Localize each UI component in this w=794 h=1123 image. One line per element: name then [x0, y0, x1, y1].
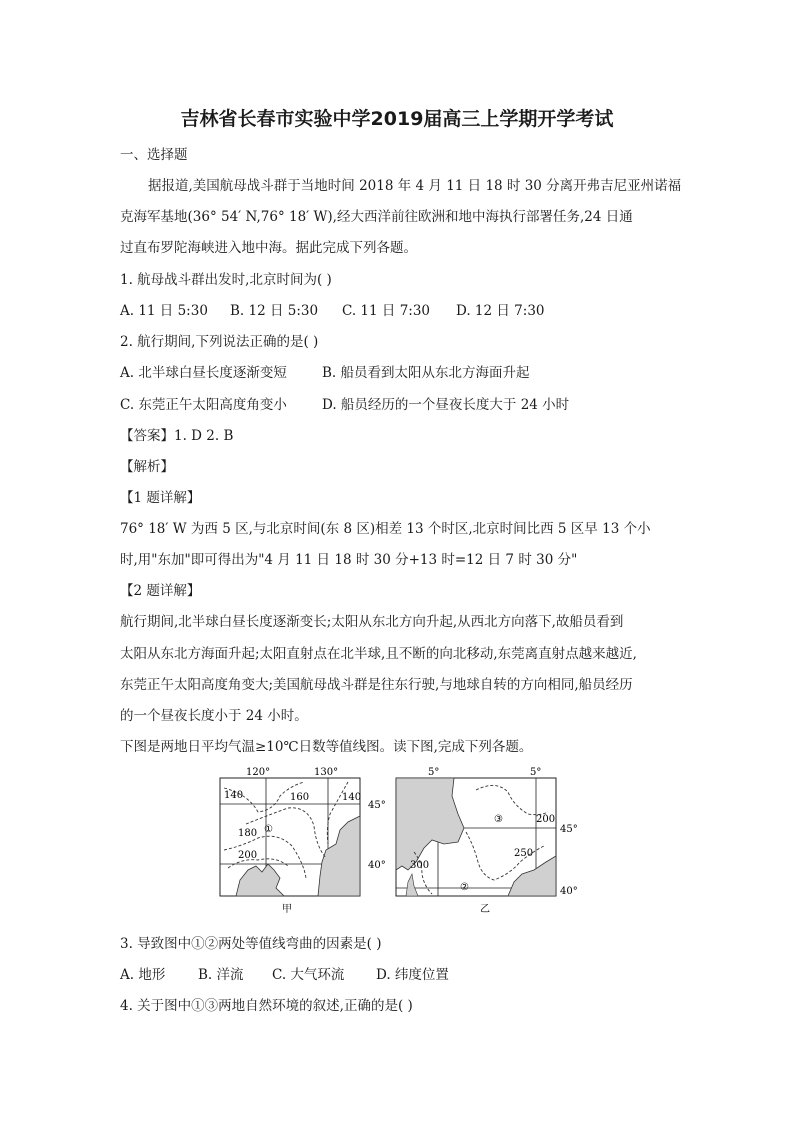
detail-2-line-3: 东莞正午太阳高度角变大;美国航母战斗群是往东行驶,与地球自转的方向相同,船员经历: [120, 677, 633, 693]
question-1-option-c: C. 11 日 7:30: [342, 303, 431, 319]
passage-line-2: 克海军基地(36° 54′ N,76° 18′ W),经大西洋前往欧洲和地中海执行部署任务,24 日通: [120, 209, 633, 225]
section-heading: 一、选择题: [120, 147, 188, 163]
question-3-option-c: C. 大气环流: [272, 967, 345, 983]
detail-2-heading: 【2 题详解】: [120, 583, 201, 599]
question-3-option-d: D. 纬度位置: [376, 967, 449, 983]
jia-contour-label-160: 160: [290, 792, 310, 803]
yi-lon-label-2: 5°: [530, 767, 542, 778]
question-3-stem: 3. 导致图中①②两处等值线弯曲的因素是( ): [120, 936, 382, 952]
jia-caption: 甲: [282, 904, 292, 915]
jia-lon-label-1: 120°: [246, 767, 271, 778]
detail-1-line-1: 76° 18′ W 为西 5 区,与北京时间(东 8 区)相差 13 个时区,北京时间比西 5 区早 13 个小: [120, 521, 651, 537]
jia-lat-label-1: 45°: [368, 800, 386, 811]
question-2-option-b: B. 船员看到太阳从东北方海面升起: [322, 365, 530, 381]
yi-lat-label-1: 45°: [560, 824, 578, 835]
contour-map-svg: [218, 766, 578, 918]
question-1-option-a: A. 11 日 5:30: [120, 303, 208, 319]
yi-lon-label-1: 5°: [428, 767, 440, 778]
question-2-options-row-2: [120, 396, 680, 414]
jia-marker-1: ①: [264, 824, 273, 835]
jia-contour-label-140b: 140: [342, 792, 362, 803]
question-2-stem: 2. 航行期间,下列说法正确的是( ): [120, 334, 319, 350]
page-title: 吉林省长春市实验中学2019届高三上学期开学考试: [180, 108, 614, 130]
yi-lat-label-2: 40°: [560, 886, 578, 897]
question-2-option-a: A. 北半球白昼长度逐渐变短: [120, 365, 287, 381]
yi-caption: 乙: [480, 904, 490, 915]
question-3-options: [120, 966, 680, 984]
detail-2-line-2: 太阳从东北方海面升起;太阳直射点在北半球,且不断的向北移动,东莞离直射点越来越近,: [120, 646, 637, 662]
jia-contour-label-200: 200: [238, 850, 258, 861]
question-1-option-d: D. 12 日 7:30: [456, 303, 545, 319]
yi-contour-label-200: 200: [536, 814, 556, 825]
detail-2-line-4: 的一个昼夜长度小于 24 小时。: [120, 708, 308, 724]
jia-lat-label-2: 40°: [368, 860, 386, 871]
question-3-option-b: B. 洋流: [198, 967, 244, 983]
detail-2-line-1: 航行期间,北半球白昼长度逐渐变长;太阳从东北方向升起,从西北方向落下,故船员看到: [120, 614, 624, 630]
question-2-options-row-1: [120, 364, 680, 382]
jia-contour-label-180: 180: [238, 828, 258, 839]
yi-contour-label-300: 300: [410, 860, 430, 871]
detail-1-heading: 【1 题详解】: [120, 490, 201, 506]
yi-marker-3: ③: [494, 814, 503, 825]
figure-intro: 下图是两地日平均气温≥10℃日数等值线图。读下图,完成下列各题。: [120, 739, 533, 755]
map-jia: [220, 767, 386, 915]
question-1-stem: 1. 航母战斗群出发时,北京时间为( ): [120, 272, 332, 288]
answer-line: 【答案】1. D 2. B: [120, 428, 234, 444]
question-3-option-a: A. 地形: [120, 967, 166, 983]
detail-1-line-2: 时,用"东加"即可得出为"4 月 11 日 18 时 30 分+13 时=12 日 7 时 30 分": [120, 552, 578, 568]
question-1-options: [120, 302, 680, 320]
question-2-option-d: D. 船员经历的一个昼夜长度大于 24 小时: [322, 397, 570, 413]
passage-line-1: 据报道,美国航母战斗群于当地时间 2018 年 4 月 11 日 18 时 30 分离开弗吉尼亚州诺福: [148, 178, 682, 194]
passage-line-3: 过直布罗陀海峡进入地中海。据此完成下列各题。: [120, 240, 417, 256]
jia-lon-label-2: 130°: [314, 767, 339, 778]
analysis-heading: 【解析】: [120, 459, 174, 475]
map-yi: [396, 767, 578, 915]
yi-marker-2: ②: [460, 882, 469, 893]
yi-contour-label-250: 250: [514, 848, 534, 859]
question-1-option-b: B. 12 日 5:30: [230, 303, 319, 319]
jia-contour-label-140a: 140: [224, 790, 244, 801]
question-4-stem: 4. 关于图中①③两地自然环境的叙述,正确的是( ): [120, 998, 413, 1014]
contour-map-figure: [218, 766, 578, 918]
question-2-option-c: C. 东莞正午太阳高度角变小: [120, 397, 287, 413]
